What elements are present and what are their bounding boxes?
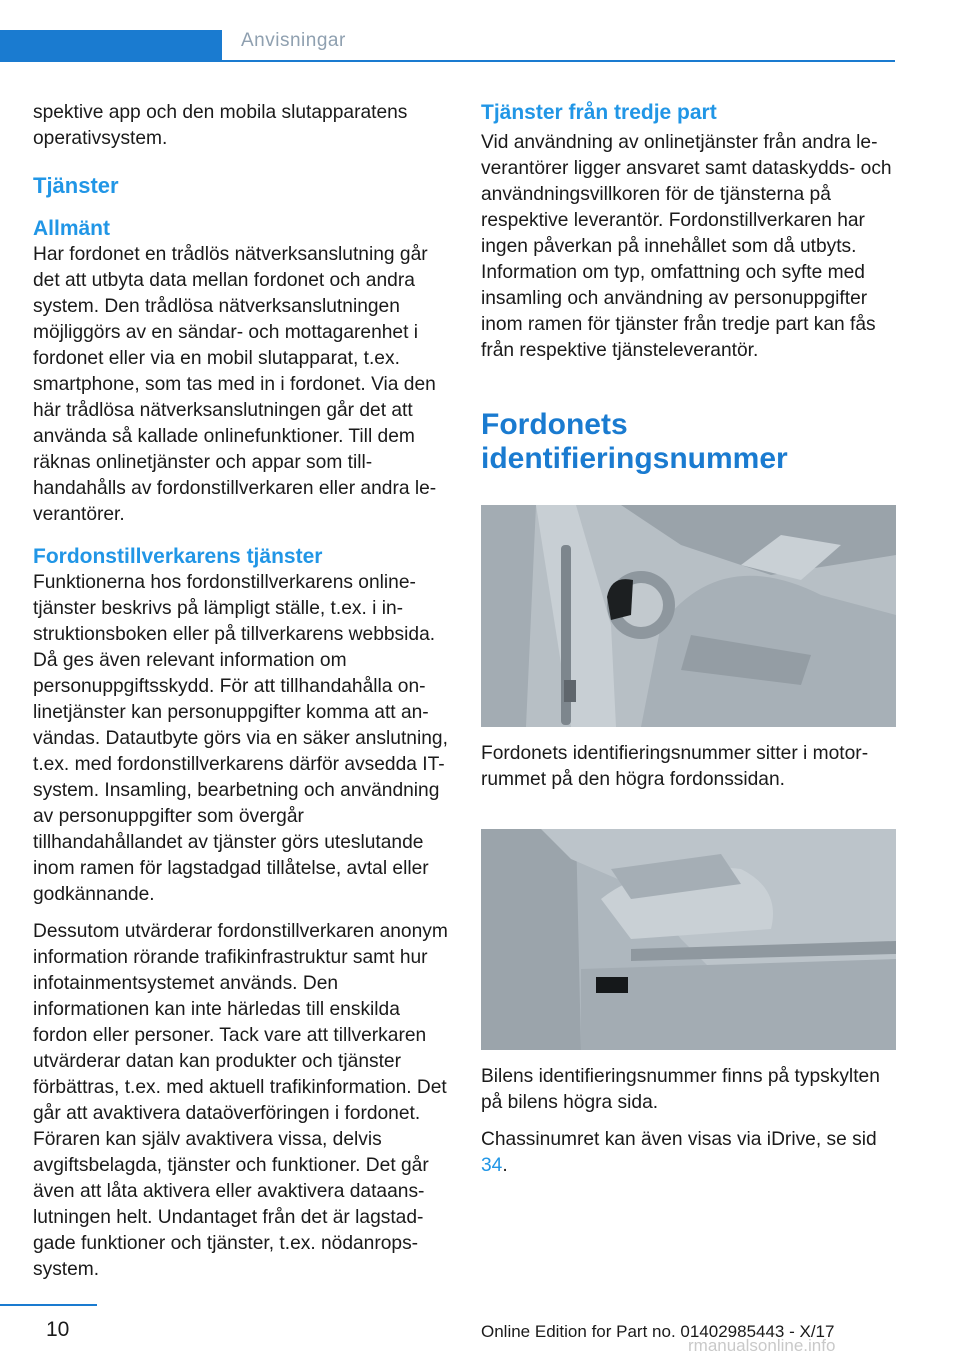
- type-plate-image: [481, 829, 896, 1050]
- right-column: [481, 100, 896, 1179]
- engine-bay-illustration: [481, 505, 896, 727]
- footer-rule: [0, 1304, 97, 1306]
- footer-edition: Online Edition for Part no. 01402985443 - X/17: [481, 1322, 835, 1341]
- heading-general: Allmänt: [33, 217, 111, 240]
- paragraph-manufacturer-1: Funktionerna hos fordonstillverkarens onlinetjänster beskrivs på lämpligt ställe, t.ex. i instruktionsboken eller på tillverkarens webbsida. Då ges även relevant information om personuppgiftsskydd. För att tillhandahålla onlinetjänster kan personuppgifter komma att användas. Datautbyte görs via en säker anslutning, t.ex. med fordonstillverkarens därför avsedda IT-system. Insamling, bearbetning och användning av personuppgifter som övergår tillhandahållandet av tjänster görs uteslutande inom ramen för lagstadgad tillåtelse, avtal eller godkännande.: [33, 572, 448, 905]
- heading-vin: Fordonets identifieringsnummer: [481, 408, 788, 475]
- chassis-text: Chassinumret kan även visas via iDrive, se sid: [481, 1129, 877, 1150]
- page-reference-link[interactable]: 34: [481, 1155, 503, 1176]
- heading-third-party: Tjänster från tredje part: [481, 101, 717, 124]
- intro-paragraph: spektive app och den mobila slutapparatens operativsystem.: [33, 102, 408, 149]
- page-number: 10: [46, 1318, 70, 1341]
- paragraph-general: Har fordonet en trådlös nätverksanslutning går det att utbyta data mellan fordonet och andra system. Den trådlösa nätverksanslutningen möjliggörs av en sändar- och mottagarenhet i fordonet eller via en mobil slutapparat, t.ex. smartphone, som tas med in i fordonet. Via den här trådlösa nätverksanslutningen går det att använda så kallade onlinefunktioner. Till dem räknas onlinetjänster och appar som tillhandahålls av fordonstillverkaren eller andra leverantörer.: [33, 244, 437, 525]
- header-rule: [222, 60, 895, 62]
- chassis-text-end: .: [502, 1155, 508, 1176]
- heading-services: Tjänster: [33, 173, 119, 198]
- paragraph-third-party: Vid användning av onlinetjänster från andra leverantörer ligger ansvaret samt dataskydds- och användningsvillkoren för de tjänsterna på respektive leverantör. Fordonstillverkaren har ingen påverkan på innehållet som då utbyts. Information om typ, omfattning och syfte med insamling och användning av personuppgifter inom ramen för tjänster från tredje part kan fås från respektive tjänsteleverantör.: [481, 132, 892, 361]
- left-column: [33, 100, 448, 1283]
- type-plate-illustration: [481, 829, 896, 1050]
- watermark: rmanualsonline.info: [688, 1336, 836, 1355]
- section-title: Anvisningar: [241, 30, 346, 51]
- header-color-bar: [0, 30, 222, 62]
- engine-bay-image: [481, 505, 896, 727]
- paragraph-chassis: [481, 1127, 896, 1179]
- caption-type-plate: Bilens identifieringsnummer finns på typskylten på bilens högra sida.: [481, 1066, 880, 1113]
- heading-manufacturer-services: Fordonstillverkarens tjänster: [33, 545, 323, 568]
- caption-engine: Fordonets identifieringsnummer sitter i motorrummet på den högra fordonssidan.: [481, 743, 869, 790]
- paragraph-manufacturer-2: Dessutom utvärderar fordonstillverkaren anonym information rörande trafikinfrastruktur samt hur infotainmentsystemet används. Den informationen kan inte härledas till enskilda fordon eller personer. Tack vare att tillverkaren utvärderar datan kan produkter och tjänster förbättras, t.ex. med aktuell trafikinformation. Det går att avaktivera dataöverföringen i fordonet. Föraren kan själv avaktivera vissa, delvis avgiftsbelagda, tjänster och funktioner. Det går även att låta aktivera eller avaktivera dataanslutningen helt. Undantaget från det är lagstadgade funktioner och tjänster, t.ex. nödanropssystem.: [33, 921, 448, 1280]
